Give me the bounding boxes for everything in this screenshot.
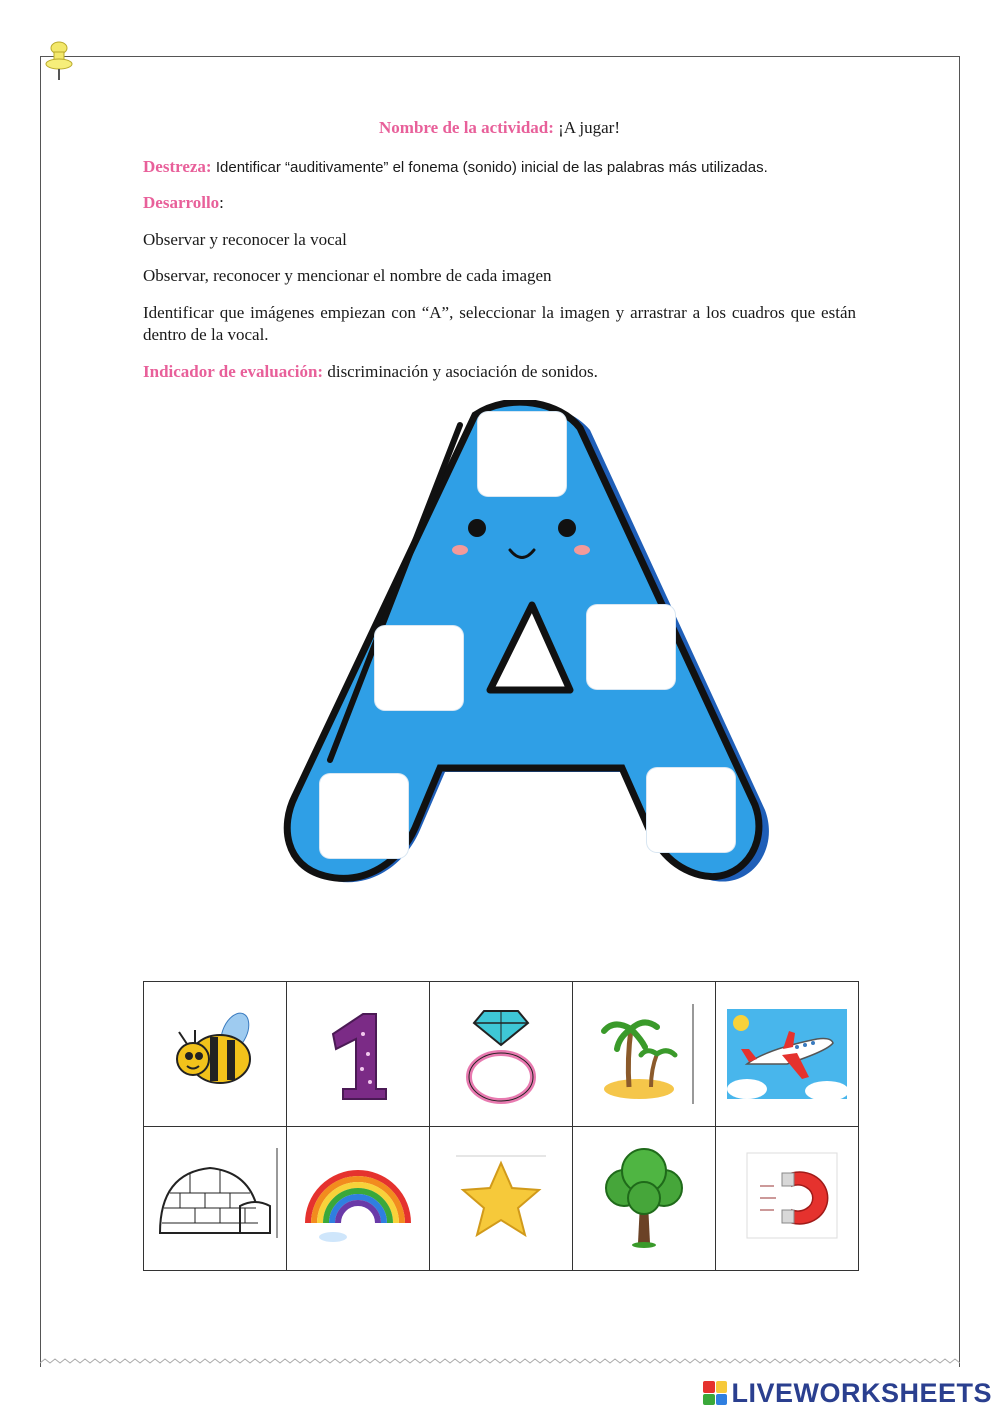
vowel-letter-a <box>270 400 790 910</box>
skill-label: Destreza: <box>143 157 212 176</box>
liveworksheets-logo-icon <box>703 1381 727 1405</box>
image-card-rainbow[interactable] <box>287 1126 430 1271</box>
image-card-airplane[interactable] <box>716 982 859 1127</box>
diamond-ring-icon <box>456 999 546 1109</box>
page-torn-edge <box>40 1356 960 1370</box>
image-choices-grid <box>143 981 859 1271</box>
development-step-2: Observar, reconocer y mencionar el nombre de cada imagen <box>143 266 552 285</box>
rainbow-icon <box>303 1153 413 1243</box>
pushpin-icon <box>44 40 74 82</box>
development-colon: : <box>219 193 224 212</box>
activity-title <box>143 118 856 138</box>
drop-box-middle-right[interactable] <box>587 605 675 689</box>
development-heading <box>143 192 856 214</box>
evaluation-indicator <box>143 361 856 383</box>
tree-icon <box>594 1143 694 1253</box>
image-card-diamond-ring[interactable] <box>430 982 573 1127</box>
development-label: Desarrollo <box>143 193 220 212</box>
drop-box-bottom-right[interactable] <box>647 768 735 852</box>
drop-box-middle-left[interactable] <box>375 626 463 710</box>
indicator-label: Indicador de evaluación: <box>143 362 324 381</box>
activity-name-label: Nombre de la actividad: <box>379 118 554 137</box>
skill-text: Identificar “auditivamente” el fonema (sonido) inicial de las palabras más utilizadas. <box>215 159 768 176</box>
igloo-icon <box>150 1148 280 1248</box>
star-icon <box>451 1148 551 1248</box>
activity-name-value: ¡A jugar! <box>558 118 620 137</box>
image-card-magnet[interactable] <box>716 1126 859 1271</box>
indicator-text: discriminación y asociación de sonidos. <box>327 362 598 381</box>
drop-box-bottom-left[interactable] <box>320 774 408 858</box>
liveworksheets-brand[interactable] <box>703 1376 992 1410</box>
image-card-star[interactable] <box>430 1126 573 1271</box>
bee-icon <box>165 1004 265 1104</box>
image-card-igloo[interactable] <box>144 1126 287 1271</box>
image-card-bee[interactable] <box>144 982 287 1127</box>
image-card-tree[interactable] <box>573 1126 716 1271</box>
skill-line <box>143 156 856 179</box>
drop-box-top[interactable] <box>478 412 566 496</box>
image-card-palm-island[interactable] <box>573 982 716 1127</box>
development-step-1: Observar y reconocer la vocal <box>143 230 347 249</box>
development-step-3: Identificar que imágenes empiezan con “A”, seleccionar la imagen y arrastrar a los cuadros que están dentro de la vocal. <box>143 303 856 344</box>
number-one-icon <box>318 1004 398 1104</box>
magnet-icon <box>732 1148 842 1248</box>
image-card-number-one[interactable] <box>287 982 430 1127</box>
palm-island-icon <box>589 999 699 1109</box>
airplane-icon <box>727 1009 847 1099</box>
brand-name: LIVEWORKSHEETS <box>731 1377 992 1408</box>
